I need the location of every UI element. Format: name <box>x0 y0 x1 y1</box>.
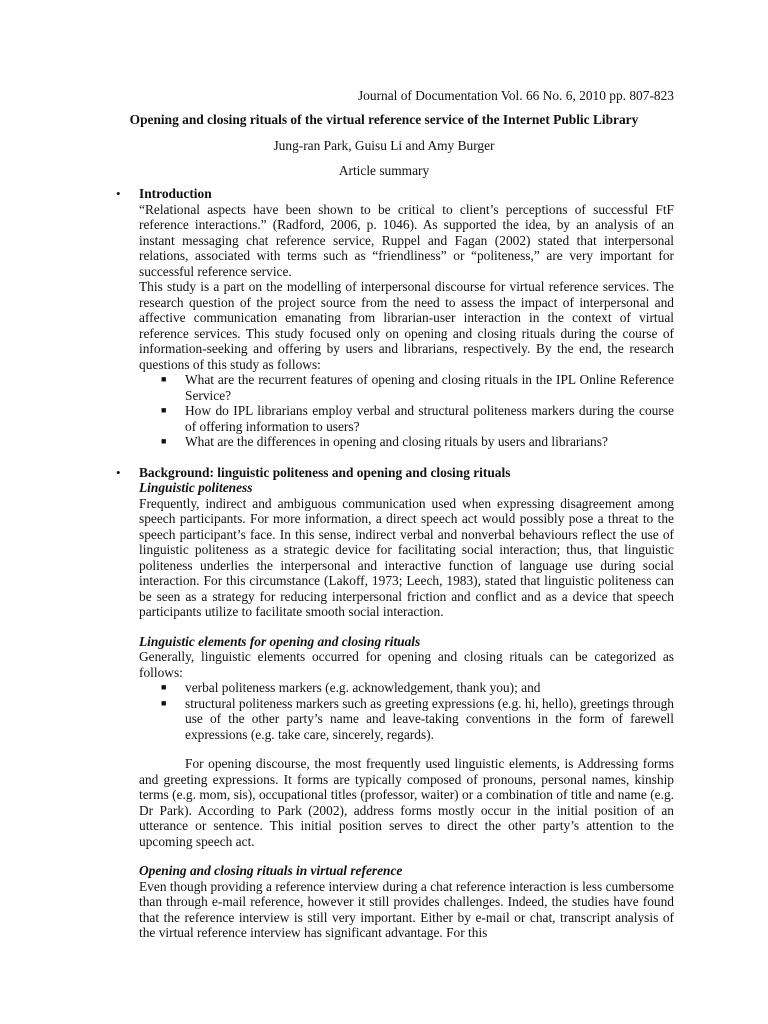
section-introduction <box>116 186 674 450</box>
square-bullet-icon: ■ <box>161 436 167 446</box>
paragraph: This study is a part on the modelling of interpersonal discourse for virtual reference services. The research question of the project source from the need to assess the impact of interpersonal and affective communication emanating from librarian-user interaction in the context of virtual reference services. This study focused only on opening and closing rituals during the course of information-seeking and offering by users and librarians, respectively. By the end, the research questions of this study as follows: <box>139 279 674 372</box>
paragraph: For opening discourse, the most frequently used linguistic elements, is Addressing forms and greeting expressions. It forms are typically composed of pronouns, personal names, kinship terms (e.g. mom, sis), occupational titles (professor, waiter) or a combination of title and name (e.g. Dr Park). According to Park (2002), address forms mostly occur in the initial position of an utterance or sentence. This initial position serves to direct the other party’s attention to the upcoming speech act. <box>139 756 674 849</box>
list-item: ■ What are the recurrent features of opening and closing rituals in the IPL Online Reference Service? <box>161 372 674 403</box>
square-bullet-icon: ■ <box>161 697 167 708</box>
list-item: ■ verbal politeness markers (e.g. acknowledgement, thank you); and <box>161 680 541 695</box>
section-heading: Background: linguistic politeness and opening and closing rituals <box>139 464 511 480</box>
list-item: ■ How do IPL librarians employ verbal and structural politeness markers during the course of offering information to users? <box>161 403 674 434</box>
paragraph: Frequently, indirect and ambiguous communication used when expressing disagreement among speech participants. For more information, a direct speech act would possibly pose a threat to the speech participant’s face. In this sense, indirect verbal and nonverbal behaviours reflect the use of linguistic politeness as a strategic device for facilitating social interaction; thus, that linguistic politeness underlies the interpersonal and interactive function of language use during social interaction. For this circumstance (Lakoff, 1973; Leech, 1983), stated that linguistic politeness can be seen as a strategy for reducing interpersonal friction and conflict and as a device that speech participants utilize to facilitate smooth social interaction. <box>139 495 674 619</box>
research-questions-list <box>139 372 674 450</box>
paragraph: “Relational aspects have been shown to be critical to client’s perceptions of successful FtF reference interactions.” (Radford, 2006, p. 1046). As supported the idea, by an analysis of an instant messaging chat reference service, Ruppel and Fagan (2002) stated that interpersonal relations, associated with terms such as “friendliness” or “politeness,” are very important for successful reference service. <box>139 201 674 279</box>
article-authors: Jung-ran Park, Guisu Li and Amy Burger <box>273 138 495 153</box>
section-heading: Introduction <box>139 186 212 201</box>
bullet-icon: • <box>116 186 121 201</box>
subsection-heading: Opening and closing rituals in virtual reference <box>139 863 403 878</box>
journal-citation: Journal of Documentation Vol. 66 No. 6, 2010 pp. 807-823 <box>357 88 674 103</box>
section-background <box>116 464 675 941</box>
list-item: ■ structural politeness markers such as greeting expressions (e.g. hi, hello), greetings through use of the other party’s name and leave-taking conventions in the form of farewell expressions (e.g. take care, sincerely, regards). <box>161 695 675 742</box>
document-body <box>116 186 675 941</box>
paragraph: Even though providing a reference interview during a chat reference interaction is less cumbersome than through e-mail reference, however it still provides challenges. Indeed, the studies have found that the reference interview is still very important. Either by e-mail or chat, transcript analysis of the virtual reference interview has significant advantage. For this <box>139 878 674 940</box>
list-item: ■ What are the differences in opening and closing rituals by users and librarians? <box>161 434 608 449</box>
bullet-icon: • <box>116 464 121 480</box>
linguistic-elements-list <box>139 680 674 742</box>
subsection-heading: Linguistic politeness <box>139 480 253 495</box>
paragraph: Generally, linguistic elements occurred for opening and closing rituals can be categorized as follows: <box>139 649 674 680</box>
article-title: Opening and closing rituals of the virtual reference service of the Internet Public Library <box>129 112 639 127</box>
square-bullet-icon: ■ <box>161 682 167 692</box>
article-subtitle: Article summary <box>338 163 430 178</box>
subsection-heading: Linguistic elements for opening and closing rituals <box>139 633 421 649</box>
square-bullet-icon: ■ <box>161 405 167 415</box>
square-bullet-icon: ■ <box>161 374 167 384</box>
